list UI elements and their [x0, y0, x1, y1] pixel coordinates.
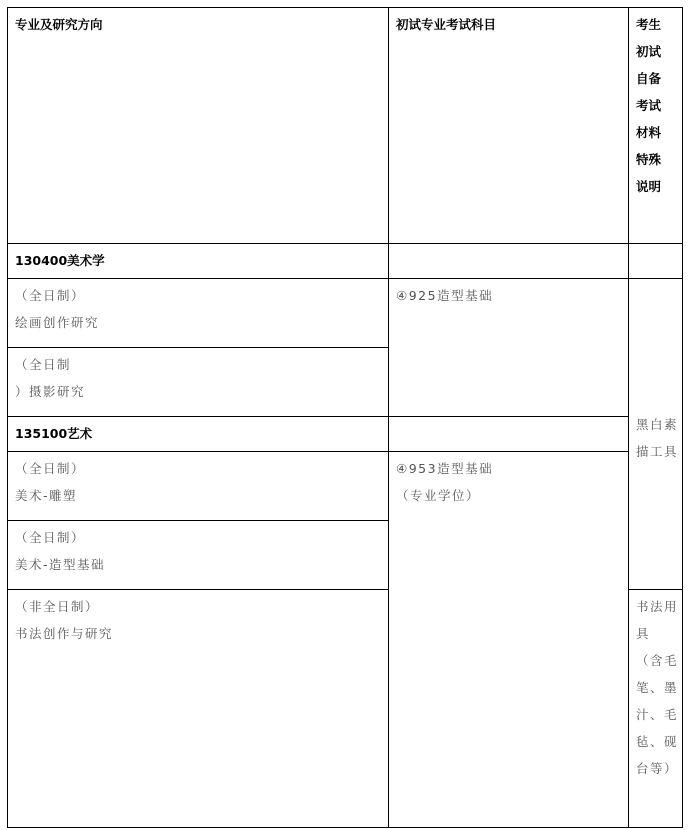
exam-cell-yishu	[388, 451, 629, 828]
header-exam-cell	[388, 7, 629, 244]
header-direction-cell	[7, 7, 389, 244]
direction-sculpture: （全日制） 美术-雕塑	[15, 461, 86, 503]
notes-sketch-tools: 黑白素 描工具	[636, 417, 679, 459]
major-title-exam-blank-meishu	[388, 243, 629, 279]
header-notes-label: 考生 初试 自备 考试 材料 特殊 说明	[636, 17, 662, 194]
major-title-yishu: 135100艺术	[15, 426, 93, 441]
exam-subject-table	[7, 7, 683, 828]
header-exam-label: 初试专业考试科目	[396, 17, 497, 32]
exam-cell-meishu	[388, 278, 629, 417]
exam-subject-yishu: ④953造型基础 （专业学位）	[396, 461, 494, 503]
major-title-meishu: 130400美术学	[15, 253, 105, 268]
notes-cell-calligraphy	[628, 589, 683, 828]
header-direction-label: 专业及研究方向	[15, 17, 103, 32]
major-title-notes-blank-meishu	[628, 243, 683, 279]
notes-cell-sketch	[628, 278, 683, 590]
direction-cell-basic-modeling	[7, 520, 389, 590]
exam-subject-meishu: ④925造型基础	[396, 288, 494, 303]
direction-calligraphy: （非全日制） 书法创作与研究	[15, 599, 114, 641]
major-title-cell-meishu	[7, 243, 389, 279]
direction-cell-photography	[7, 347, 389, 417]
major-title-cell-yishu	[7, 416, 389, 452]
direction-cell-painting	[7, 278, 389, 348]
direction-photography: （全日制 ）摄影研究	[15, 357, 86, 399]
header-notes-cell	[628, 7, 683, 244]
direction-cell-sculpture	[7, 451, 389, 521]
major-title-exam-blank-yishu	[388, 416, 629, 452]
direction-cell-calligraphy	[7, 589, 389, 828]
direction-basic-modeling: （全日制） 美术-造型基础	[15, 530, 106, 572]
direction-painting: （全日制） 绘画创作研究	[15, 288, 100, 330]
notes-calligraphy-tools: 书法用 具 （含毛 笔、墨 汁、毛 毡、砚 台等）	[636, 599, 679, 776]
